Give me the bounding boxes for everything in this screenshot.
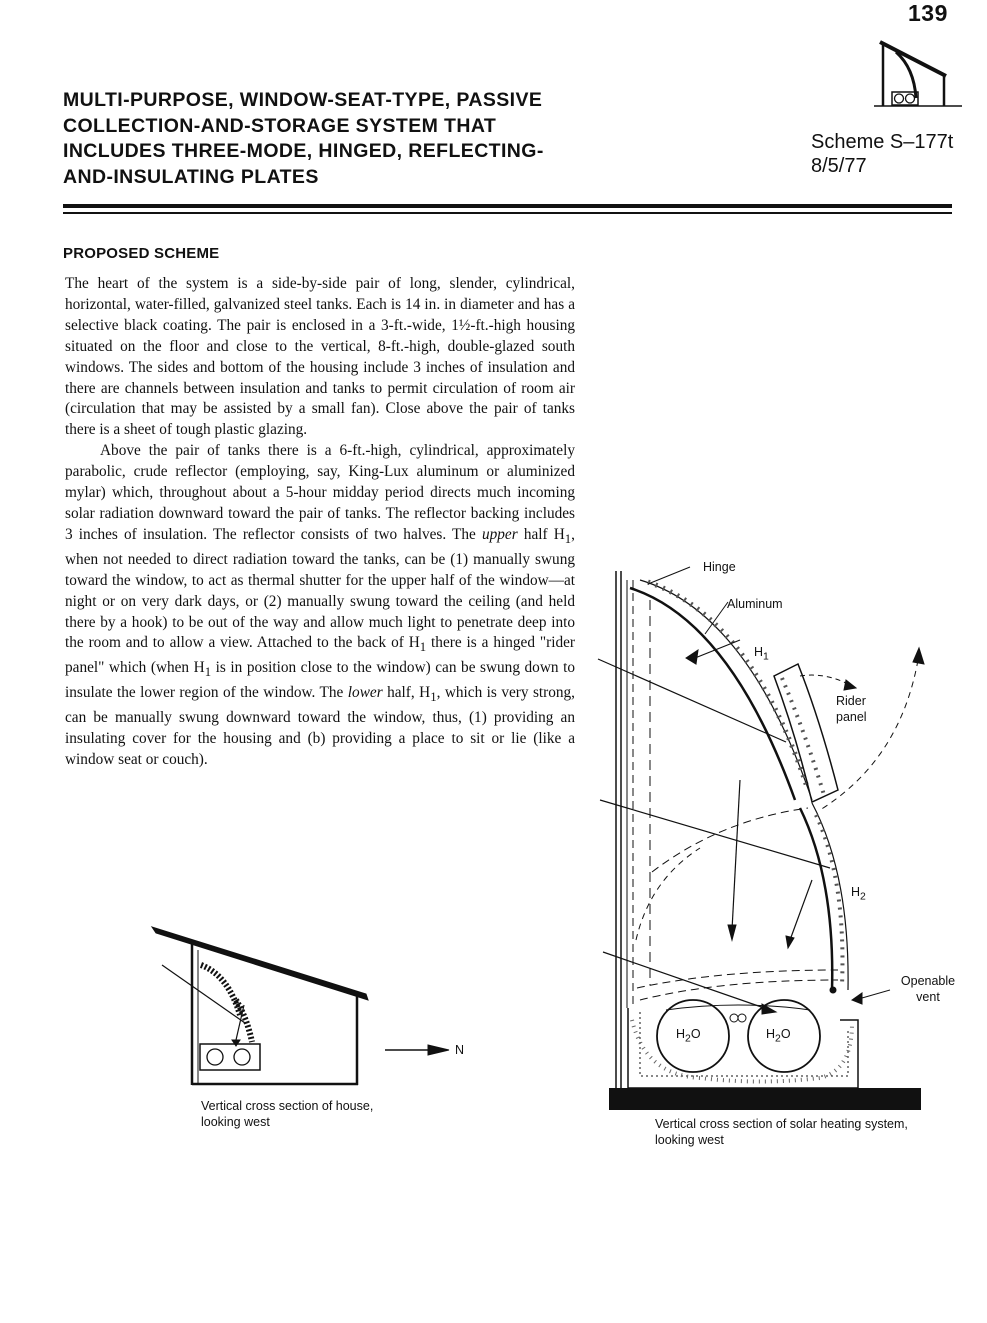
title-line-3: INCLUDES THREE-MODE, HINGED, REFLECTING-	[63, 140, 544, 162]
p2-part-b: half H	[523, 525, 565, 543]
p2-part-c: , when not needed to direct radiation toward the tanks, can be (1) manually swung toward the window, to act as thermal shutter for the upper half of the window—at night or on very dark days, or (2) manually swung toward the ceiling (and held there by a hook) to be out of the way and allow much light to penetrate deep into the room and to allow a view. Attached to the back of H	[65, 525, 575, 652]
p2-sub-1: 1	[564, 531, 572, 546]
p2-part-e: is in position close to the window) can be swung down to insulate the lower region of the window. The	[65, 659, 575, 702]
label-h2-letter: H	[851, 885, 861, 899]
label-north: N	[455, 1043, 465, 1057]
house-section-figure	[152, 927, 449, 1085]
h2o-right-sub: 2	[775, 1033, 781, 1045]
p2-part-g: , which is very strong, can be manually swung downward toward the window, thus, (1) providing an insulating cover for the housing and (b) providing a place to sit or lie (like a window seat or couch).	[65, 684, 576, 769]
label-h1-sub: 1	[763, 651, 769, 663]
caption-solar-section: Vertical cross section of solar heating system, looking west	[655, 1117, 908, 1147]
title-line-1: MULTI-PURPOSE, WINDOW-SEAT-TYPE, PASSIVE	[63, 89, 543, 111]
title-line-2: COLLECTION-AND-STORAGE SYSTEM THAT	[63, 114, 497, 137]
label-h2	[851, 884, 866, 906]
p2-part-d: there is a hinged "rider panel" which (when H	[65, 634, 575, 677]
p2-part-a: Above the pair of tanks there is a 6-ft.-high, cylindrical, approximately parabolic, crude reflector (employing, say, King-Lux aluminum or aluminized mylar) which, throughout about a 5-hour midday period directs much incoming solar radiation downward toward the pair of tanks. The reflector backing includes 3 inches of insulation. The reflector consists of two halves. The	[65, 442, 575, 543]
p2-part-f: half, H	[387, 684, 431, 702]
label-h2o-right	[766, 1026, 791, 1048]
label-h2o-left	[676, 1026, 701, 1048]
caption-house-section: Vertical cross section of house, looking west	[201, 1099, 374, 1129]
paragraph-1: The heart of the system is a side-by-side pair of long, slender, cylindrical, horizontal, water-filled, galvanized steel tanks. Each is 14 in. in diameter and has a selective black coating. The pair is enclosed in a 3-ft.-wide, 1½-ft.-high housing situated on the floor and close to the vertical, 8-ft.-high, double-glazed south windows. The sides and bottom of the housing include 3 inches of insulation and there are channels between insulation and tanks to permit circulation of room air (circulation that may be assisted by a small fan). Close above the pair of tanks there is a sheet of tough plastic glazing.	[65, 275, 575, 439]
page-number: 139	[908, 0, 948, 26]
h2o-right-o: O	[780, 1027, 791, 1041]
p2-sub-4: 1	[430, 690, 437, 705]
title-line-4: AND-INSULATING PLATES	[63, 165, 319, 188]
label-h1	[754, 644, 769, 666]
label-aluminum: Aluminum	[727, 597, 783, 611]
p2-upper-italic: upper	[481, 525, 518, 543]
label-h1-letter: H	[754, 645, 764, 659]
p2-sub-3: 1	[204, 665, 212, 680]
h2o-left-h: H	[676, 1027, 686, 1041]
label-hinge: Hinge	[703, 560, 736, 574]
h2o-left-sub: 2	[685, 1033, 691, 1045]
label-rider-panel: Rider panel	[836, 694, 867, 724]
label-h2-sub: 2	[860, 891, 866, 903]
h2o-left-o: O	[690, 1027, 701, 1041]
p2-sub-2: 1	[419, 640, 427, 655]
label-openable-vent: Openable vent	[900, 974, 956, 1004]
section-heading: PROPOSED SCHEME	[63, 245, 220, 262]
scheme-date: 8/5/77	[811, 155, 867, 177]
scheme-number: Scheme S–177t	[811, 131, 954, 153]
p2-lower-italic: lower	[347, 684, 383, 702]
h2o-right-h: H	[766, 1027, 776, 1041]
